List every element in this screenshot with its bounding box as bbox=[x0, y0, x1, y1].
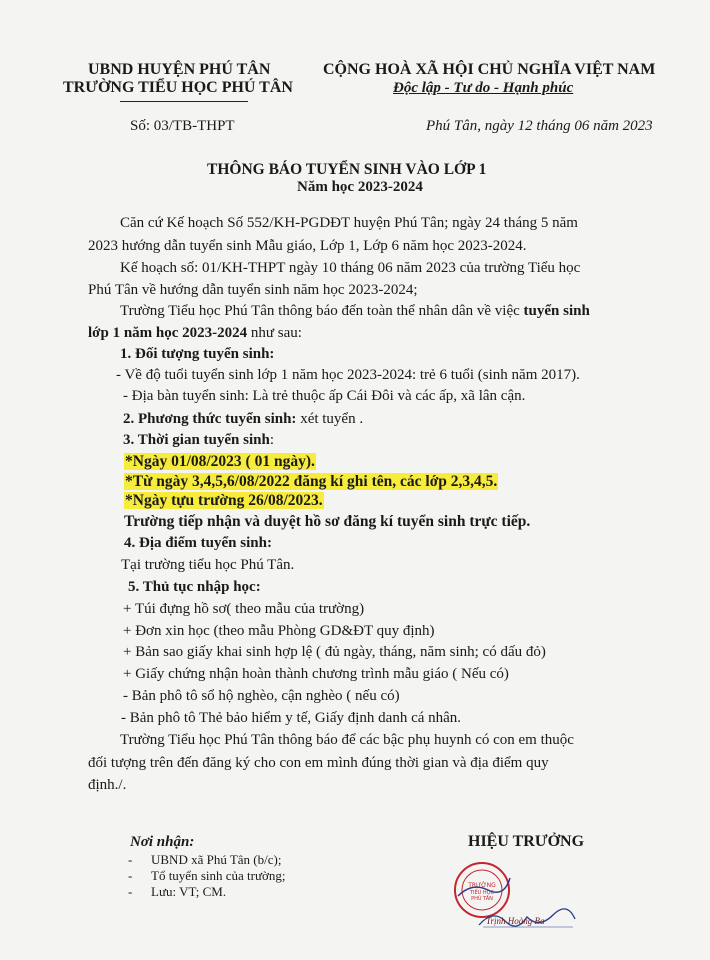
section-value: Tại trường tiểu học Phú Tân. bbox=[121, 557, 295, 573]
text-run: như sau: bbox=[247, 325, 302, 341]
section-heading: 1. Đối tượng tuyển sinh: bbox=[120, 346, 275, 362]
list-item: - Bản phô tô sổ hộ nghèo, cận nghèo ( nếu có) bbox=[123, 688, 400, 704]
section-heading: 2. Phương thức tuyển sinh: bbox=[123, 411, 297, 427]
highlighted-date bbox=[124, 453, 316, 471]
recipient-item: UBND xã Phú Tân (b/c); bbox=[151, 852, 282, 867]
document-title: THÔNG BÁO TUYỂN SINH VÀO LỚP 1 bbox=[207, 161, 487, 178]
signer-title: HIỆU TRƯỞNG bbox=[468, 833, 585, 850]
highlighted-date bbox=[124, 492, 324, 510]
section-heading: 3. Thời gian tuyển sinh bbox=[123, 432, 270, 448]
paragraph-line: Trường Tiểu học Phú Tân thông báo để các bậc phụ huynh có con em thuộc bbox=[120, 732, 574, 748]
recipient-bullet: - bbox=[128, 884, 133, 899]
section-value: xét tuyển . bbox=[296, 411, 364, 427]
section-line bbox=[123, 410, 363, 428]
school-name: TRƯỜNG TIỂU HỌC PHÚ TÂN bbox=[63, 79, 293, 96]
highlight-text: *Ngày 01/08/2023 ( 01 ngày). bbox=[125, 453, 315, 470]
signer-name: Trịnh Hoàng Ba bbox=[486, 916, 545, 926]
document-number: Số: 03/TB-THPT bbox=[130, 118, 235, 134]
list-item: - Địa bàn tuyển sinh: Là trẻ thuộc ấp Cái Đôi và các ấp, xã lân cận. bbox=[123, 388, 526, 404]
document-subtitle: Năm học 2023-2024 bbox=[297, 179, 423, 195]
list-item: + Đơn xin học (theo mẫu Phòng GD&ĐT quy định) bbox=[123, 623, 435, 639]
agency-name: UBND HUYỆN PHÚ TÂN bbox=[88, 61, 271, 78]
svg-text:TIỂU HỌC: TIỂU HỌC bbox=[469, 890, 495, 896]
highlighted-date bbox=[124, 473, 498, 491]
list-item: + Túi đựng hồ sơ( theo mẫu của trường) bbox=[123, 601, 365, 617]
svg-text:PHÚ TÂN: PHÚ TÂN bbox=[471, 896, 493, 902]
svg-text:TRƯỜNG: TRƯỜNG bbox=[468, 882, 496, 889]
list-item: - Bản phô tô Thẻ bảo hiểm y tế, Giấy định danh cá nhân. bbox=[121, 710, 462, 726]
text-run-bold: lớp 1 năm học 2023-2024 bbox=[88, 325, 248, 341]
text-run-bold: tuyển sinh bbox=[523, 303, 590, 319]
paragraph-line: đối tượng trên đến đăng ký cho con em mình đúng thời gian và địa điểm quy bbox=[88, 755, 549, 771]
recipient-item: Lưu: VT; CM. bbox=[151, 884, 227, 899]
national-motto: Độc lập - Tư do - Hạnh phúc bbox=[393, 80, 574, 96]
list-item: + Bản sao giấy khai sinh hợp lệ ( đủ ngày, tháng, năm sinh; có dấu đỏ) bbox=[123, 644, 546, 660]
recipient-bullet: - bbox=[128, 852, 133, 867]
header-left-underline bbox=[120, 101, 248, 102]
paragraph-line bbox=[120, 302, 590, 320]
paragraph-line: 2023 hướng dẫn tuyển sinh Mẫu giáo, Lớp 1, Lớp 6 năm học 2023-2024. bbox=[88, 238, 527, 254]
paragraph-line: Phú Tân về hướng dẫn tuyển sinh năm học 2023-2024; bbox=[88, 282, 418, 298]
section-heading: 4. Địa điểm tuyển sinh: bbox=[124, 535, 272, 551]
paragraph-line bbox=[88, 324, 302, 342]
text-run: Trường Tiểu học Phú Tân thông báo đến toàn thể nhân dân về việc bbox=[120, 303, 524, 319]
list-item: + Giấy chứng nhận hoàn thành chương trình mẫu giáo ( Nếu có) bbox=[123, 666, 509, 682]
list-item: - Về độ tuổi tuyển sinh lớp 1 năm học 2023-2024: trẻ 6 tuổi (sinh năm 2017). bbox=[116, 367, 580, 383]
section-note: Trường tiếp nhận và duyệt hồ sơ đăng kí tuyển sinh trực tiếp. bbox=[124, 513, 531, 530]
recipients-label bbox=[130, 833, 194, 851]
section-line bbox=[123, 431, 274, 449]
paragraph-line: định./. bbox=[88, 777, 127, 793]
place-date: Phú Tân, ngày 12 tháng 06 năm 2023 bbox=[426, 118, 653, 134]
section-heading: 5. Thủ tục nhập học: bbox=[128, 579, 261, 595]
paragraph-line: Căn cứ Kế hoạch Số 552/KH-PGDĐT huyện Phú Tân; ngày 24 tháng 5 năm bbox=[120, 215, 578, 231]
national-title: CỘNG HOÀ XÃ HỘI CHỦ NGHĨA VIỆT NAM bbox=[323, 61, 656, 78]
punctuation: : bbox=[269, 432, 275, 448]
highlight-text: *Ngày tựu trường 26/08/2023. bbox=[125, 492, 323, 509]
highlight-text: *Từ ngày 3,4,5,6/08/2022 đăng kí ghi tên, các lớp 2,3,4,5. bbox=[125, 473, 498, 490]
paragraph-line: Kế hoạch số: 01/KH-THPT ngày 10 tháng 06 năm 2023 của trường Tiểu học bbox=[120, 260, 581, 276]
punctuation: : bbox=[189, 834, 195, 850]
recipient-bullet: - bbox=[128, 868, 133, 883]
recipient-item: Tổ tuyển sinh của trường; bbox=[151, 868, 286, 883]
recipients-label-text: Nơi nhận bbox=[130, 834, 190, 850]
